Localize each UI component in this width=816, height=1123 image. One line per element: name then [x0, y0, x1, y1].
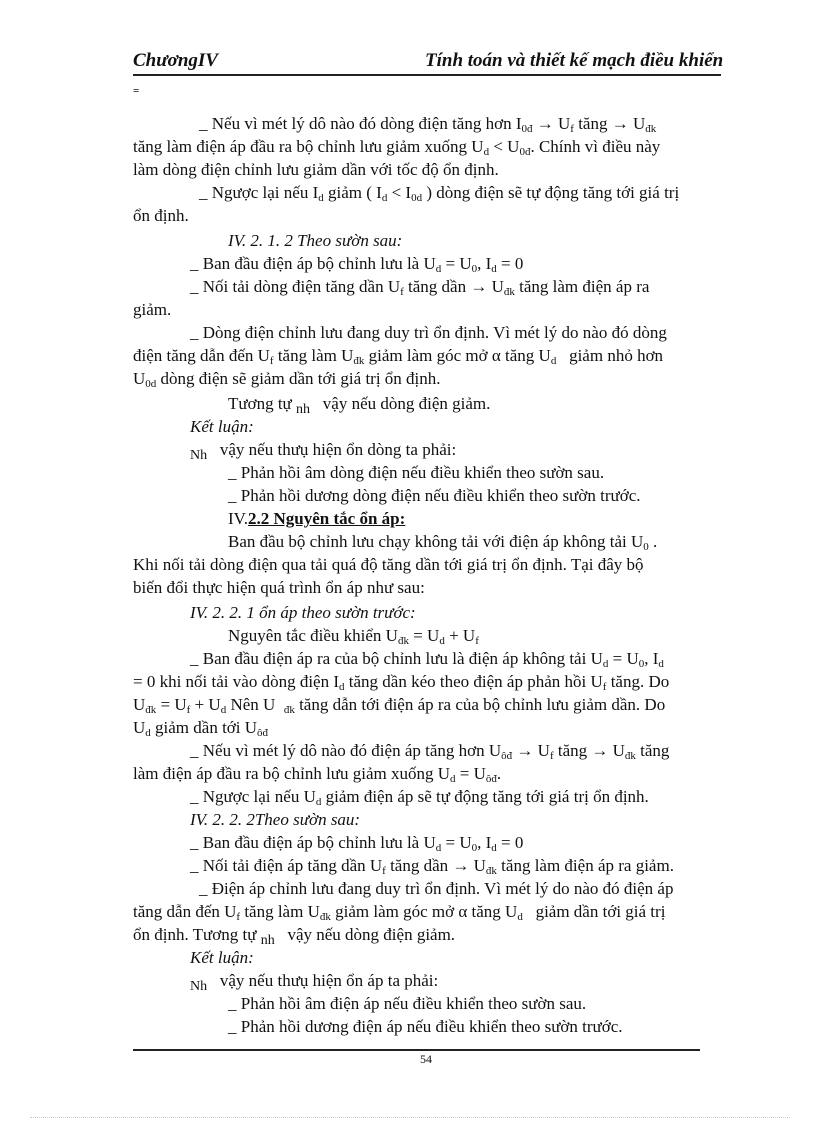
- text-line: _ Nối tải dòng điện tăng dần $U_f$ tăng dần → $U_{đk}$ tăng làm điện áp ra: [190, 277, 650, 298]
- text-line: Kết luận:: [190, 417, 254, 436]
- text-line: _ Nối tải điện áp tăng dần $U_f$ tăng dần → $U_{đk}$ tăng làm điện áp ra giảm.: [190, 856, 674, 877]
- text-line: = 0 khi nối tải vào dòng điện $I_d$ tăng dần kéo theo điện áp phản hồi $U_f$ tăng. Do: [133, 672, 670, 693]
- text-line: Tương tự $_{nh}$ vậy nếu dòng điện giảm.: [228, 394, 491, 417]
- text-line: _ Ngược lại nếu $U_d$ giảm điện áp sẽ tự động tăng tới giá trị ổn định.: [190, 787, 649, 808]
- text-line: _ Phản hồi dương điện áp nếu điều khiển theo sườn trước.: [228, 1017, 623, 1036]
- text-line: _ Nếu vì mét lý dô nào đó điện áp tăng hơn $U_{ôđ} \to U_f$ tăng → $U_{đk}$ tăng: [190, 741, 670, 762]
- text-line: _ Ban đầu điện áp bộ chỉnh lưu là $U_d = U_0$, $I_d = 0$: [190, 833, 524, 854]
- header-chapter: ChươngIV: [133, 50, 218, 71]
- text-line: _ Phản hồi âm điện áp nếu điều khiển theo sườn sau.: [228, 994, 587, 1013]
- header-mark: =: [133, 85, 140, 97]
- text-line: IV.2.2 Nguyên tắc ổn áp:: [228, 509, 406, 528]
- text-line: $U_d$ giảm dần tới $U_{ôđ}$: [133, 718, 269, 739]
- text-line: $U_{đk} = U_f + U_d$ Nên U $_{đk}$ tăng dẫn tới điện áp ra của bộ chỉnh lưu giảm dần. Do: [133, 695, 666, 716]
- text-line: IV. 2. 2. 2Theo sườn sau:: [190, 810, 361, 829]
- text-line: _ Ban đầu điện áp bộ chỉnh lưu là $U_d = U_0$, $I_d = 0$: [190, 254, 524, 275]
- text-line: Ban đầu bộ chỉnh lưu chạy không tải với điện áp không tải $U_0$ .: [228, 532, 658, 553]
- text-line: điện tăng dẫn đến $U_f$ tăng làm $U_{đk}$ giảm làm góc mở α tăng $U_d$ giảm nhỏ hơn: [133, 346, 664, 367]
- text-line: _ Ngược lại nếu $I_d$ giảm ( $I_d < I_{0d}$ ) dòng điện sẽ tự động tăng tới giá trị: [199, 183, 680, 204]
- text-line: ổn định. Tương tự $_{nh}$ vậy nếu dòng điện giảm.: [133, 925, 456, 948]
- page-edge-dots: [30, 1117, 790, 1118]
- text-line: tăng làm điện áp đầu ra bộ chỉnh lưu giảm xuống $U_d < U_{0đ}$. Chính vì điều này: [133, 137, 661, 158]
- text-line: $_{Nh}$ vậy nếu thưụ hiện ổn áp ta phải:: [190, 971, 439, 994]
- text-line: _ Ban đầu điện áp ra của bộ chỉnh lưu là điện áp không tải $U_d = U_0$, $I_d$: [190, 649, 664, 670]
- text-line: $U_{0d}$ dòng điện sẽ giảm dần tới giá trị ổn định.: [133, 369, 441, 390]
- text-line: _ Phản hồi dương dòng điện nếu điều khiển theo sườn trước.: [228, 486, 641, 505]
- text-line: _ Phản hồi âm dòng điện nếu điều khiển theo sườn sau.: [228, 463, 605, 482]
- text-line: làm dòng điện chỉnh lưu giảm dần với tốc độ ổn định.: [133, 160, 499, 179]
- text-line: giảm.: [133, 300, 172, 319]
- text-line: $_{Nh}$ vậy nếu thưụ hiện ổn dòng ta phải:: [190, 440, 457, 463]
- text-line: ổn định.: [133, 206, 189, 225]
- text-line: _ Nếu vì mét lý dô nào đó dòng điện tăng hơn $I_{0đ} \to U_f$ tăng → $U_{đk}$: [199, 114, 657, 135]
- header-rule: [133, 74, 721, 76]
- text-line: Kết luận:: [190, 948, 254, 967]
- text-line: tăng dẫn đến $U_f$ tăng làm $U_{đk}$ giảm làm góc mở α tăng $U_d$ giảm dần tới giá trị: [133, 902, 666, 923]
- footer-rule: [133, 1049, 700, 1051]
- text-line: biến đổi thực hiện quá trình ổn áp như sau:: [133, 578, 425, 597]
- text-line: _ Dòng điện chỉnh lưu đang duy trì ổn định. Vì mét lý do nào đó dòng: [190, 323, 667, 342]
- header-title: Tính toán và thiết kế mạch điều khiển: [425, 50, 724, 71]
- text-line: Khi nối tải dòng điện qua tải quá độ tăng dần tới giá trị ổn định. Tại đây bộ: [133, 555, 644, 574]
- page-number: 54: [420, 1052, 432, 1066]
- text-line: làm điện áp đầu ra bộ chỉnh lưu giảm xuống $U_d = U_{ôđ}$.: [133, 764, 502, 785]
- text-line: Nguyên tắc điều khiển $U_{đk} = U_d + U_f$: [228, 626, 479, 647]
- text-line: _ Điện áp chỉnh lưu đang duy trì ổn định. Vì mét lý do nào đó điện áp: [199, 879, 674, 898]
- text-line: IV. 2. 1. 2 Theo sườn sau:: [228, 231, 403, 250]
- text-line: IV. 2. 2. 1 ổn áp theo sườn trước:: [190, 603, 416, 622]
